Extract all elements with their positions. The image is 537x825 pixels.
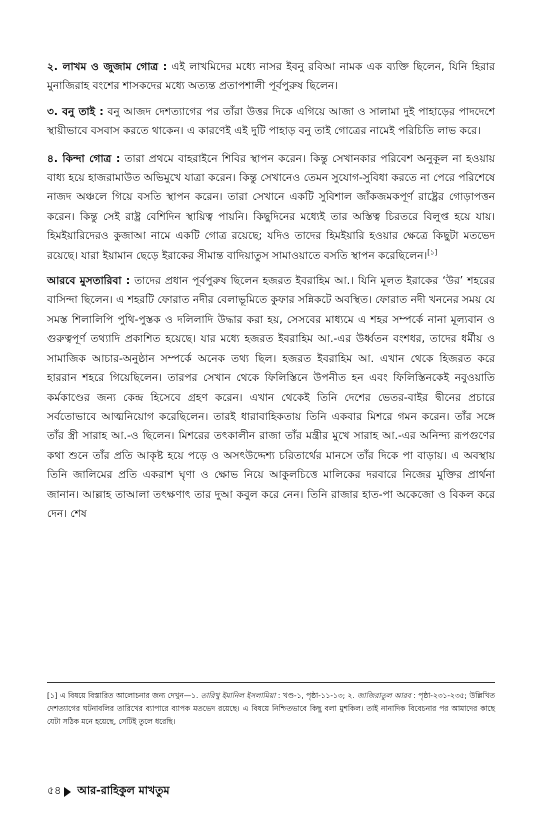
paragraph-banu-tai (47, 103, 495, 142)
triangle-right-icon (64, 787, 71, 797)
paragraph-text: তাদের প্রধান পূর্বপুরুষ ছিলেন হজরত ইবরাহিম আ.। যিনি মূলত ইরাকের ‘উর’ শহরের বাসিন্দা ছিলেন। এ শহরটি ফোরাত নদীর বেলাভূমিতে কুফার সন্নিকটে অবস্থিত। ফোরাত নদী খননের সময় যে সমস্ত শিলালিপি পুথি-পুস্তক ও দলিলাদি উদ্ধার করা হয়, সেসবের মাধ্যমে এ শহর সম্পর্কে নানা মূল্যবান ও গুরুত্বপূর্ণ তথ্যাদি প্রকাশিত হয়েছে। যার মধ্যে হজরত ইবরাহিম আ.-এর উর্ধ্বতন বংশধর, তাদের ধর্মীয় ও সামাজিক আচার-অনুষ্ঠান সম্পর্কে অনেক তথ্য ছিল। হজরত ইবরাহিম আ. এখান থেকে হিজরত করে হাররান শহরে গিয়েছিলেন। তারপর সেখান থেকে ফিলিস্তিনে উপনীত হন এবং ফিলিস্তিনকেই নবুওয়াতি কর্মকাণ্ডের জন্য কেন্দ্র হিসেবে গ্রহণ করেন। এখান থেকেই তিনি দেশের ভেতর-বাইর দ্বীনের প্রচারে সর্বতোভাবে আত্মনিয়োগ করেছিলেন। তারই ধারাবাহিকতায় তিনি একবার মিশরে গমন করেন। তাঁর সঙ্গে তাঁর স্ত্রী সারাহ আ.-ও ছিলেন। মিশরের তৎকালীন রাজা তাঁর মন্ত্রীর মুখে সারাহ আ.-এর অনিন্দ্য রূপগুণের কথা শুনে তাঁর প্রতি আকৃষ্ট হয়ে পড়ে ও অসৎউদ্দেশ্য চরিতার্থের মানসে তাঁর দিকে পা বাড়ায়। এ অবস্থায় তিনি জালিমের প্রতি একরাশ ঘৃণা ও ক্ষোভ নিয়ে আকুলচিত্তে মালিকের দরবারে নিজের মুক্তির প্রার্থনা জানান। আল্লাহ তাআলা তৎক্ষণাৎ তার দুআ কবুল করে নেন। তিনি রাজার হাত-পা অকেজো ও বিকল করে দেন। শেষ (47, 275, 495, 520)
book-title: আর-রাহিকুল মাখতুম (77, 784, 170, 797)
section-heading: ৩. বনু তাই : (47, 105, 104, 118)
paragraph-text: তারা প্রথমে বাহরাইনে শিবির স্থাপন করেন। কিন্তু সেখানকার পরিবেশ অনুকূল না হওয়ায় বাধ্য হয়ে হাজরামাউত অভিমুখে যাত্রা করেন। কিন্তু সেখানেও তেমন সুযোগ-সুবিধা করতে না পেরে পরিশেষে নাজদ অঞ্চলে গিয়ে বসতি স্থাপন করেন। তারা সেখানে একটি সুবিশাল জাঁকজমকপূর্ণ রাষ্ট্রের গোড়াপত্তন করেন। কিন্তু সেই রাষ্ট্র বেশিদিন স্থায়িত্ব পায়নি। কিছুদিনের মধ্যেই তার অস্তিত্ব চিরতরে বিলুপ্ত হয়ে যায়। হিমইয়ারিদেরও কুজাআ নামে একটি গোত্র রয়েছে; যদিও তাদের হিমইয়ারি হওয়ার ক্ষেত্রে কিছুটা মতভেদ রয়েছে। যারা ইয়ামান ছেড়ে ইরাকের সীমান্ত বাদিয়াতুস সামাওয়াতে বসতি স্থাপন করেছিলেন। (47, 152, 495, 262)
footnote-divider (47, 682, 495, 683)
footnote-area (47, 682, 495, 728)
paragraph-text: এই লাখমিদের মধ্যে নাসর ইবনু রবিআ নামক এক ব্যক্তি ছিলেন, যিনি হিরার মুনাজিরাহ বংশের শাসকদের মধ্যে অত্যন্ত প্রতাপশালী পূর্বপুরুষ ছিলেন। (47, 61, 495, 93)
paragraph-arab-mustariba (47, 272, 495, 524)
footnote-reference[interactable]: [১] (427, 248, 438, 257)
paragraph-kinda (47, 148, 495, 266)
page-footer (47, 782, 170, 801)
paragraph-lakhm-judham (47, 58, 495, 97)
section-heading: আরবে মুসতারিবা : (47, 275, 131, 288)
page-number: ৫৪ (47, 784, 62, 797)
footnote-text: : খণ্ড-১, পৃষ্ঠা-১১-১৩; ২. (275, 691, 358, 700)
section-heading: ৪. কিন্দা গোত্র : (47, 152, 121, 165)
footnote-text: এ বিষয়ে বিস্তারিত আলোচনার জন্য দেখুন—১. (57, 691, 201, 700)
footnote-book-title: তারিখু ইমানিল ইসলামিয়া (200, 691, 276, 700)
footnote (47, 689, 495, 728)
section-heading: ২. লাখম ও জুজাম গোত্র : (47, 61, 168, 73)
main-text (47, 58, 495, 530)
paragraph-text: বনু আজদ দেশত্যাগের পর তাঁরা উত্তর দিকে এগিয়ে আজা ও সালামা দুই পাহাড়ের পাদদেশে স্থায়ীভাবে বসবাস করতে থাকেন। এ কারণেই এই দুটি পাহাড় বনু তাই গোত্রের নামেই পরিচিতি লাভ করে। (47, 105, 495, 138)
footnote-book-title: জাজিরাতুল আরব (357, 691, 412, 700)
footnote-text: : পৃষ্ঠা-২৩১-২৩৫; উল্লিখিত দেশত্যাগের ঘটনাবলির তারিখের ব্যাপারে ব্যাপক মতভেদ রয়েছে। এ বিষয়ে নিশ্চিতভাবে কিছু বলা মুশকিল। তাই নানাদিক বিবেচনার পর আমাদের কাছে যেটা সঠিক মনে হয়েছে, সেটিই তুলে ধরেছি। (47, 691, 495, 726)
footnote-marker: [১] (47, 691, 58, 700)
